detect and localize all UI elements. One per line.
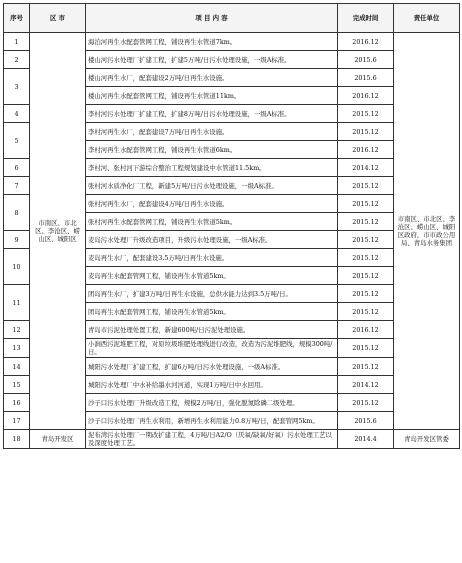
completion-time: 2015.12: [338, 213, 394, 231]
completion-time: 2015.12: [338, 339, 394, 358]
seq-number: 11: [4, 285, 30, 321]
completion-time: 2015.12: [338, 123, 394, 141]
project-content: 李村河污水处理厂扩建工程，扩建8万吨/日污水处理设施，一级A标准。: [86, 105, 338, 123]
table-header-row: [4, 4, 460, 33]
header-time: 完成时间: [338, 4, 394, 33]
seq-number: 13: [4, 339, 30, 358]
project-content: 城阳污水处理厂扩建工程，扩建6万吨/日污水处理设施，一级A标准。: [86, 358, 338, 376]
seq-number: 4: [4, 105, 30, 123]
header-unit: 责任单位: [394, 4, 460, 33]
completion-time: 2015.6: [338, 412, 394, 430]
project-table: [3, 3, 460, 449]
completion-time: 2014.4: [338, 430, 394, 449]
responsible-unit-cell: 市南区、市北区、李沧区、崂山区、城阳区政府，市市政公用局、青岛水务集团: [394, 33, 460, 430]
project-content: 城阳污水处理厂中水补给墨水河河道，实现1万吨/日中水回用。: [86, 376, 338, 394]
seq-number: 7: [4, 177, 30, 195]
project-content: 张村河水质净化厂工程，新建5万吨/日污水处理设施，一级A标准。: [86, 177, 338, 195]
completion-time: 2015.6: [338, 51, 394, 69]
completion-time: 2016.12: [338, 141, 394, 159]
completion-time: 2015.12: [338, 394, 394, 412]
header-seq: 序号: [4, 4, 30, 33]
completion-time: 2015.6: [338, 69, 394, 87]
project-content: 团岛再生水厂，扩建3万吨/日再生水设施，总供水能力达到3.5万吨/日。: [86, 285, 338, 303]
completion-time: 2015.12: [338, 358, 394, 376]
district-cell: 青岛开发区: [30, 430, 86, 449]
completion-time: 2016.12: [338, 33, 394, 51]
project-content: 楼山河再生水厂，配套建设2万吨/日再生水设施。: [86, 69, 338, 87]
project-content: 沙子口污水处理厂升级改造工程，规模2万吨/日，强化脱氮除磷二级处理。: [86, 394, 338, 412]
project-content: 张村河再生水厂，配套建设4万吨/日再生水设施。: [86, 195, 338, 213]
project-content: 团岛再生水配套管网工程，铺设再生水管道5km。: [86, 303, 338, 321]
table-row: [4, 430, 460, 449]
seq-number: 14: [4, 358, 30, 376]
completion-time: 2015.12: [338, 285, 394, 303]
header-area: 区 市: [30, 4, 86, 33]
seq-number: 3: [4, 69, 30, 105]
project-content: 楼山河再生水配套管网工程，铺设再生水管道11km。: [86, 87, 338, 105]
completion-time: 2014.12: [338, 159, 394, 177]
project-content: 李村河、张村河下游综合整治工程规划建设中水管道11.5km。: [86, 159, 338, 177]
completion-time: 2015.12: [338, 177, 394, 195]
seq-number: 18: [4, 430, 30, 449]
project-content: 麦岛再生水配套管网工程，铺设再生水管道5km。: [86, 267, 338, 285]
project-content: 沙子口污水处理厂再生水利用，新增再生水利用能力0.8万吨/日，配套管网5km。: [86, 412, 338, 430]
project-content: 小涧西污泥堆肥工程，对原垃圾堆肥处理线进行改造，改造为污泥堆肥线，规模300吨/日。: [86, 339, 338, 358]
completion-time: 2016.12: [338, 321, 394, 339]
seq-number: 2: [4, 51, 30, 69]
seq-number: 1: [4, 33, 30, 51]
completion-time: 2015.12: [338, 303, 394, 321]
district-cell: 市南区、市北区、李沧区、崂山区、城阳区: [30, 33, 86, 430]
project-content: 青岛市污泥处理处置工程，新建600吨/日污泥处理设施。: [86, 321, 338, 339]
completion-time: 2016.12: [338, 87, 394, 105]
header-project: 项 目 内 容: [86, 4, 338, 33]
project-content: 张村河再生水配套管网工程，铺设再生水管道5km。: [86, 213, 338, 231]
completion-time: 2015.12: [338, 105, 394, 123]
seq-number: 8: [4, 195, 30, 231]
completion-time: 2015.12: [338, 267, 394, 285]
project-content: 泥布湾污水处理厂一期改扩建工程，4万吨/日A2/O（厌氧/缺氧/好氧）污水处理工艺以及深度处理工艺。: [86, 430, 338, 449]
project-content: 李村河再生水厂，配套建设7万吨/日再生水设施。: [86, 123, 338, 141]
seq-number: 6: [4, 159, 30, 177]
completion-time: 2014.12: [338, 376, 394, 394]
completion-time: 2015.12: [338, 195, 394, 213]
seq-number: 15: [4, 376, 30, 394]
seq-number: 9: [4, 231, 30, 249]
project-content: 麦岛污水处理厂升级改造项目，升级污水处理设施，一级A标准。: [86, 231, 338, 249]
responsible-unit-cell: 青岛开发区管委: [394, 430, 460, 449]
completion-time: 2015.12: [338, 231, 394, 249]
project-content: 海泊河再生水配套管网工程，铺设再生水管道7km。: [86, 33, 338, 51]
project-content: 麦岛再生水厂，配套建设3.5万吨/日再生水设施。: [86, 249, 338, 267]
seq-number: 5: [4, 123, 30, 159]
seq-number: 16: [4, 394, 30, 412]
seq-number: 10: [4, 249, 30, 285]
completion-time: 2015.12: [338, 249, 394, 267]
seq-number: 17: [4, 412, 30, 430]
project-content: 楼山河污水处理厂扩建工程，扩建5万吨/日污水处理设施，一级A标准。: [86, 51, 338, 69]
table-row: [4, 33, 460, 51]
seq-number: 12: [4, 321, 30, 339]
project-content: 李村河再生水配套管网工程，铺设再生水管道6km。: [86, 141, 338, 159]
